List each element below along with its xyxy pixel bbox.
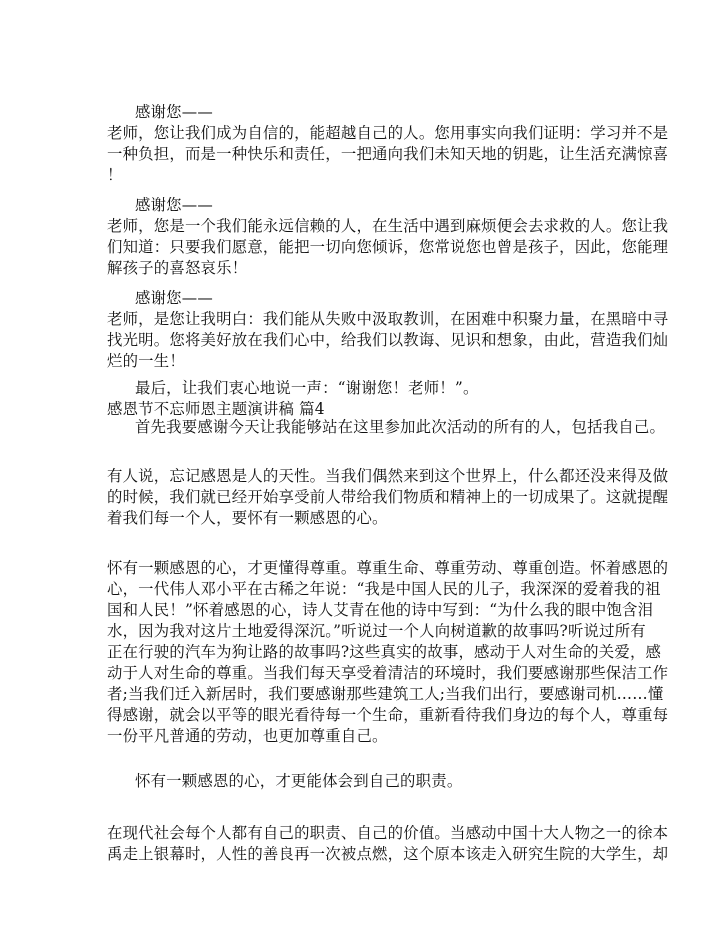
paragraph-line: 怀有一颗感恩的心，才更懂得尊重。尊重生命、尊重劳动、尊重创造。怀着感恩的	[107, 559, 669, 577]
paragraph-line: 最后，让我们衷心地说一声：“谢谢您！老师！”。	[135, 379, 479, 397]
paragraph-line: 正在行驶的汽车为狗让路的故事吗?这些真实的故事，感动于人对生命的关爱，感	[107, 643, 662, 661]
paragraph-line: 们知道：只要我们愿意，能把一切向您倾诉，您常说您也曾是孩子，因此，您能理	[107, 238, 669, 256]
paragraph-line: ！	[107, 166, 123, 184]
paragraph-line: 找光明。您将美好放在我们心中，给我们以教诲、见识和想象，由此，营造我们灿	[107, 331, 669, 349]
paragraph-line: 在现代社会每个人都有自己的职责、自己的价值。当感动中国十大人物之一的徐本	[107, 824, 669, 842]
paragraph-line: 一种负担，而是一种快乐和责任，一把通向我们未知天地的钥匙，让生活充满惊喜	[107, 145, 669, 163]
paragraph-line: 怀有一颗感恩的心，才更能体会到自己的职责。	[135, 772, 463, 790]
paragraph-line: 得感谢，就会以平等的眼光看待每一个生命，重新看待我们身边的每个人，尊重每	[107, 706, 669, 724]
paragraph-line: 烂的一生！	[107, 352, 185, 370]
paragraph-line: 老师，是您让我明白：我们能从失败中汲取教训，在困难中积聚力量，在黑暗中寻	[107, 310, 669, 328]
paragraph-line: 心，一代伟人邓小平在古稀之年说：“我是中国人民的儿子，我深深的爱着我的祖	[107, 580, 661, 598]
paragraph-line: 的时候，我们就已经开始享受前人带给我们物质和精神上的一切成果了。这就提醒	[107, 488, 669, 506]
paragraph-line: 解孩子的喜怒哀乐！	[107, 259, 248, 277]
paragraph-line: 禹走上银幕时，人性的善良再一次被点燃，这个原本该走入研究生院的大学生，却	[107, 845, 669, 863]
paragraph-line: 有人说，忘记感恩是人的天性。当我们偶然来到这个世界上，什么都还没来得及做	[107, 467, 669, 485]
paragraph-line: 着我们每一个人，要怀有一颗感恩的心。	[107, 509, 388, 527]
section-heading: 感恩节不忘师恩主题演讲稿 篇4	[107, 400, 325, 418]
paragraph-line: 者;当我们迁入新居时，我们要感谢那些建筑工人;当我们出行，要感谢司机……懂	[107, 685, 664, 703]
paragraph-line: 水，因为我对这片土地爱得深沉。”听说过一个人向树道歉的故事吗?听说过所有	[107, 622, 646, 640]
paragraph-line: 国和人民！”怀着感恩的心，诗人艾青在他的诗中写到：“为什么我的眼中饱含泪	[107, 601, 654, 619]
paragraph-line: 一份平凡普通的劳动，也更加尊重自己。	[107, 727, 388, 745]
paragraph-line: 老师，您是一个我们能永远信赖的人，在生活中遇到麻烦便会去求救的人。您让我	[107, 217, 669, 235]
paragraph-line: 感谢您——	[135, 196, 213, 214]
paragraph-line: 动于人对生命的尊重。当我们每天享受着清洁的环境时，我们要感谢那些保洁工作	[107, 664, 669, 682]
paragraph-line: 感谢您——	[135, 103, 213, 121]
paragraph-line: 感谢您——	[135, 289, 213, 307]
paragraph-line: 首先我要感谢今天让我能够站在这里参加此次活动的所有的人，包括我自己。	[135, 418, 666, 436]
paragraph-line: 老师，您让我们成为自信的，能超越自己的人。您用事实向我们证明：学习并不是	[107, 124, 669, 142]
